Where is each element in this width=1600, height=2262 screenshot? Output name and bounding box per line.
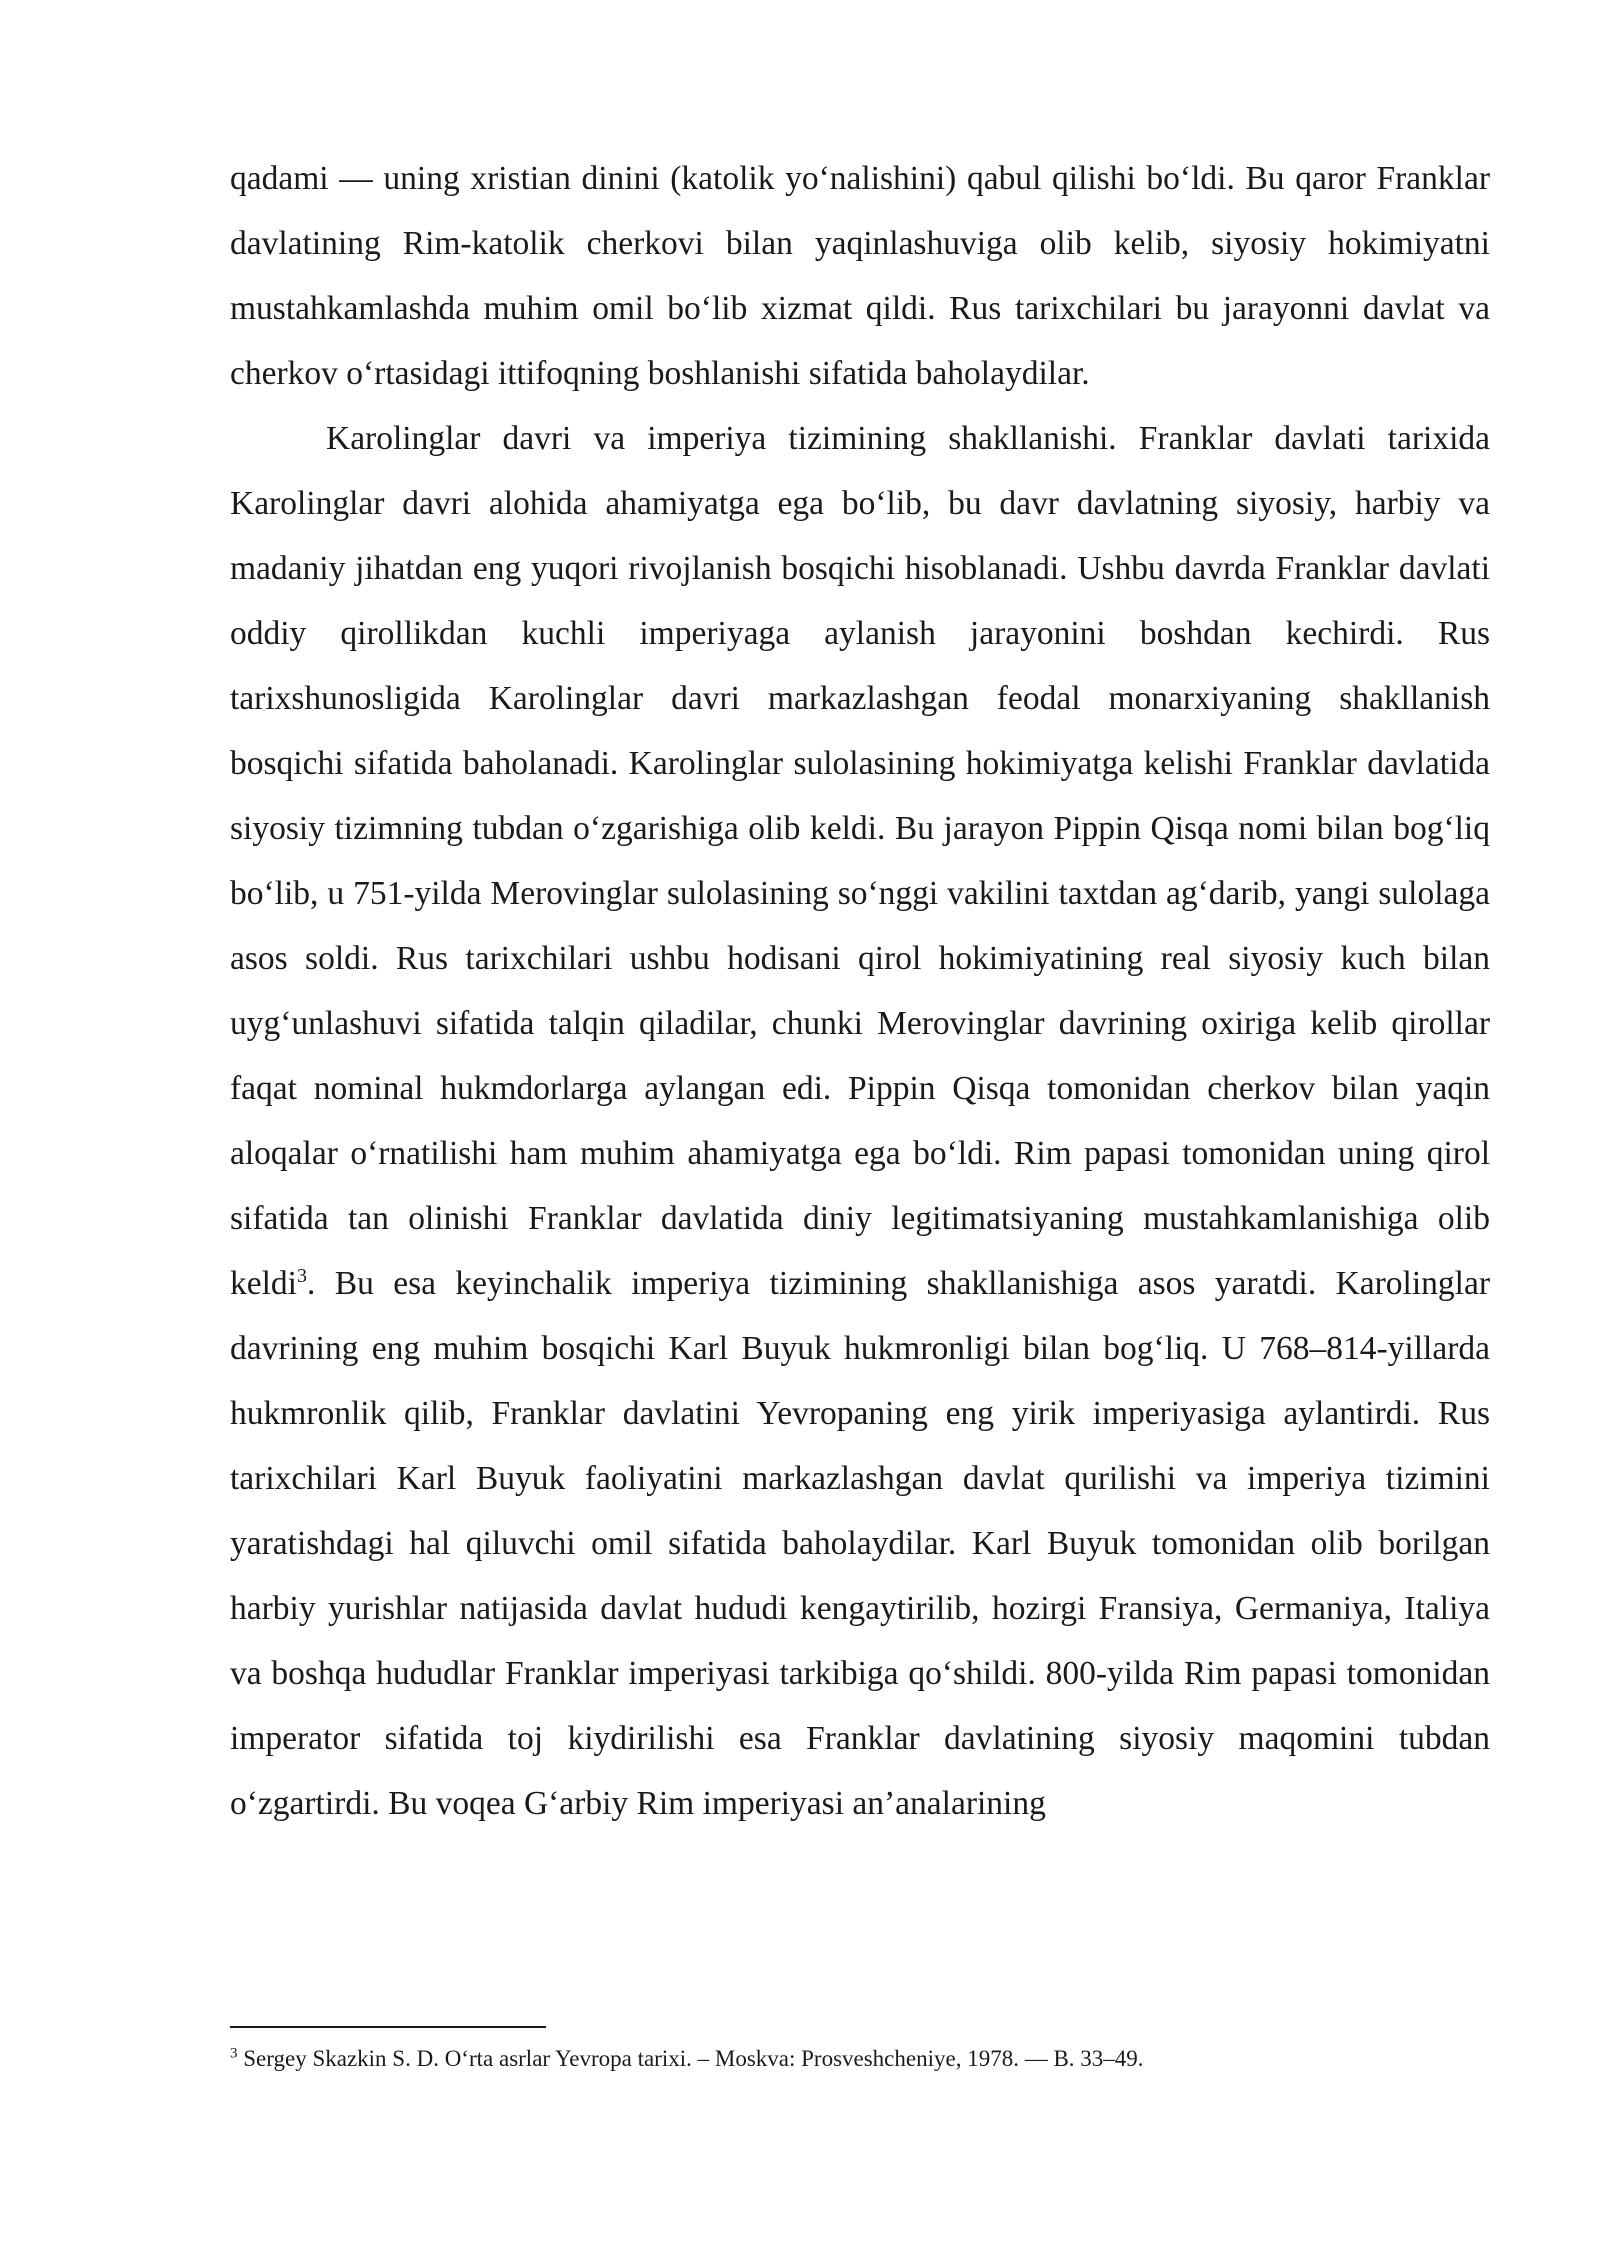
- footnote-separator: [230, 2026, 546, 2028]
- paragraph-text: qadami — uning xristian dinini (katolik yo‘nalishini) qabul qilishi bo‘ldi. Bu qaror Franklar davlatining Rim-katolik cherkovi bilan yaqinlashuviga olib kelib, siyosiy hokimiyatni mustahkamlashda muhim omil bo‘lib xizmat qildi. Rus tarixchilari bu jarayonni davlat va cherkov o‘rtasidagi ittifoqning boshlanishi sifatida baholaydilar.: [230, 160, 1490, 392]
- paragraph: [230, 146, 1490, 406]
- footnote: [230, 2044, 1490, 2074]
- paragraph-text: . Bu esa keyinchalik imperiya tizimining shakllanishiga asos yaratdi. Karolinglar davrining eng muhim bosqichi Karl Buyuk hukmronligi bilan bog‘liq. U 768–814-yillarda hukmronlik qilib, Franklar davlatini Yevropaning eng yirik imperiyasiga aylantirdi. Rus tarixchilari Karl Buyuk faoliyatini markazlashgan davlat qurilishi va imperiya tizimini yaratishdagi hal qiluvchi omil sifatida baholaydilar. Karl Buyuk tomonidan olib borilgan harbiy yurishlar natijasida davlat hududi kengaytirilib, hozirgi Fransiya, Germaniya, Italiya va boshqa hududlar Franklar imperiyasi tarkibiga qo‘shildi. 800-yilda Rim papasi tomonidan imperator sifatida toj kiydirilishi esa Franklar davlatining siyosiy maqomini tubdan o‘zgartirdi. Bu voqea G‘arbiy Rim imperiyasi an’analarining: [230, 1265, 1490, 1822]
- body-text: [230, 146, 1490, 1836]
- footnote-text: Sergey Skazkin S. D. O‘rta asrlar Yevropa tarixi. – Moskva: Prosveshcheniye, 1978. — B. 33–49.: [237, 2046, 1144, 2071]
- footnote-reference[interactable]: 3: [296, 1264, 307, 1287]
- paragraph: [230, 406, 1490, 1836]
- footnote-number: 3: [230, 2045, 238, 2062]
- paragraph-text: Karolinglar davri va imperiya tizimining shakllanishi. Franklar davlati tarixida Karolinglar davri alohida ahamiyatga ega bo‘lib, bu davr davlatning siyosiy, harbiy va madaniy jihatdan eng yuqori rivojlanish bosqichi hisoblanadi. Ushbu davrda Franklar davlati oddiy qirollikdan kuchli imperiyaga aylanish jarayonini boshdan kechirdi. Rus tarixshunosligida Karolinglar davri markazlashgan feodal monarxiyaning shakllanish bosqichi sifatida baholanadi. Karolinglar sulolasining hokimiyatga kelishi Franklar davlatida siyosiy tizimning tubdan o‘zgarishiga olib keldi. Bu jarayon Pippin Qisqa nomi bilan bog‘liq bo‘lib, u 751-yilda Merovinglar sulolasining so‘nggi vakilini taxtdan ag‘darib, yangi sulolaga asos soldi. Rus tarixchilari ushbu hodisani qirol hokimiyatining real siyosiy kuch bilan uyg‘unlashuvi sifatida talqin qiladilar, chunki Merovinglar davrining oxiriga kelib qirollar faqat nominal hukmdorlarga aylangan edi. Pippin Qisqa tomonidan cherkov bilan yaqin aloqalar o‘rnatilishi ham muhim ahamiyatga ega bo‘ldi. Rim papasi tomonidan uning qirol sifatida tan olinishi Franklar davlatida diniy legitimatsiyaning mustahkamlanishiga olib keldi: [230, 420, 1490, 1302]
